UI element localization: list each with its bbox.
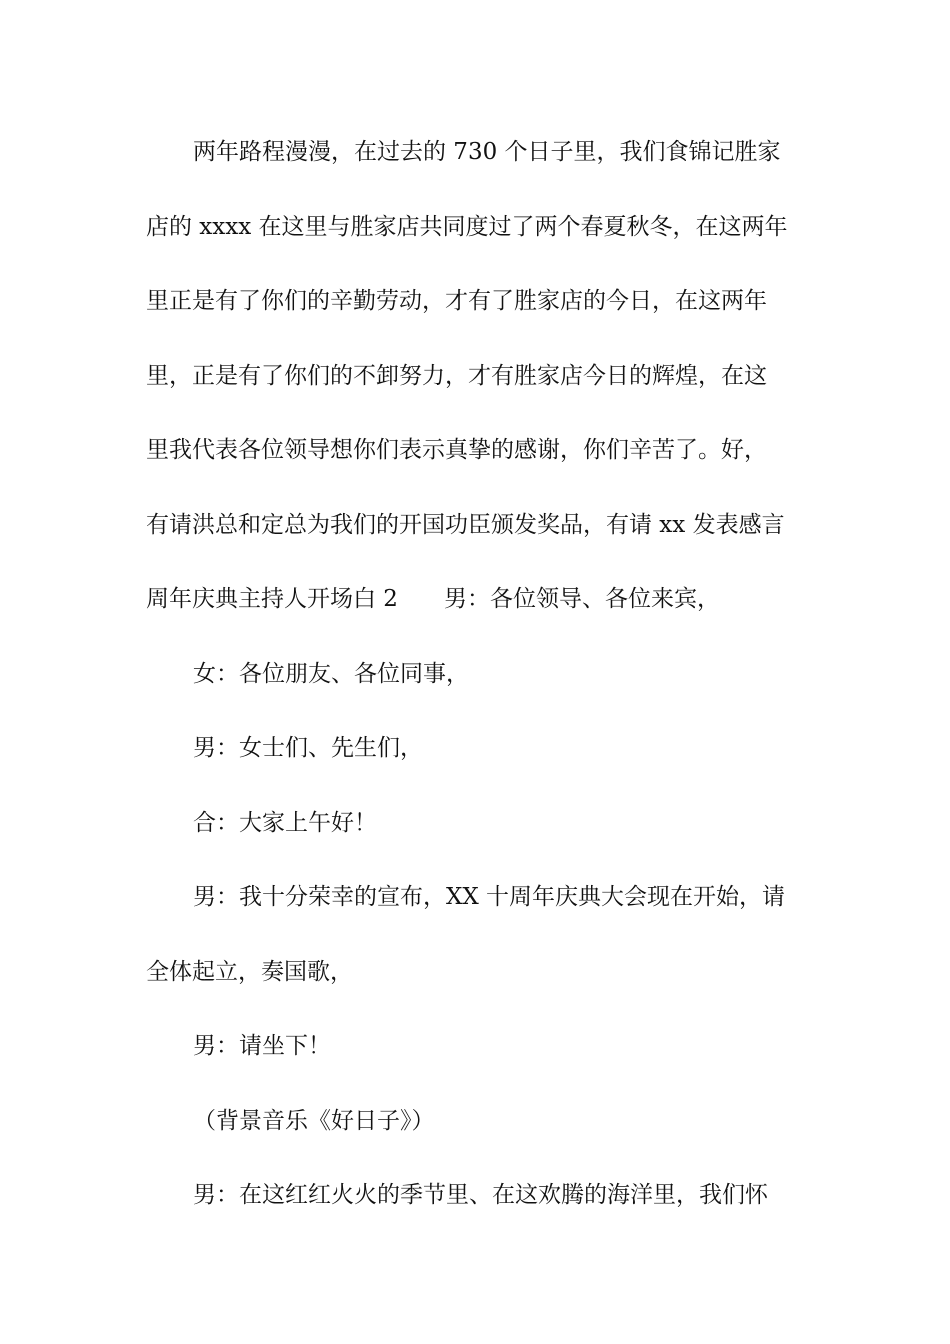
paragraph-line-15: 男：在这红红火火的季节里、在这欢腾的海洋里，我们怀 (193, 1182, 768, 1208)
paragraph-line-11: 男：我十分荣幸的宣布，XX 十周年庆典大会现在开始，请 (193, 884, 786, 910)
paragraph-line-10: 合：大家上午好！ (193, 810, 377, 836)
paragraph-line-13: 男：请坐下！ (193, 1033, 331, 1059)
paragraph-line-3: 里正是有了你们的辛勤劳动，才有了胜家店的今日，在这两年 (146, 288, 767, 314)
paragraph-line-5: 里我代表各位领导想你们表示真挚的感谢，你们辛苦了。好， (146, 437, 767, 463)
paragraph-line-6: 有请洪总和定总为我们的开国功臣颁发奖品，有请 xx 发表感言 (146, 512, 785, 538)
paragraph-line-1: 两年路程漫漫，在过去的 730 个日子里，我们食锦记胜家 (193, 139, 781, 165)
paragraph-line-9: 男：女士们、先生们， (193, 735, 423, 761)
paragraph-line-2: 店的 xxxx 在这里与胜家店共同度过了两个春夏秋冬，在这两年 (146, 214, 788, 240)
paragraph-line-14: （背景音乐《好日子》） (193, 1108, 435, 1134)
paragraph-line-8: 女：各位朋友、各位同事， (193, 661, 469, 687)
paragraph-line-4: 里，正是有了你们的不卸努力，才有胜家店今日的辉煌，在这 (146, 363, 767, 389)
paragraph-line-7: 周年庆典主持人开场白 2 男：各位领导、各位来宾， (146, 586, 720, 612)
paragraph-line-12: 全体起立，奏国歌， (146, 959, 353, 985)
